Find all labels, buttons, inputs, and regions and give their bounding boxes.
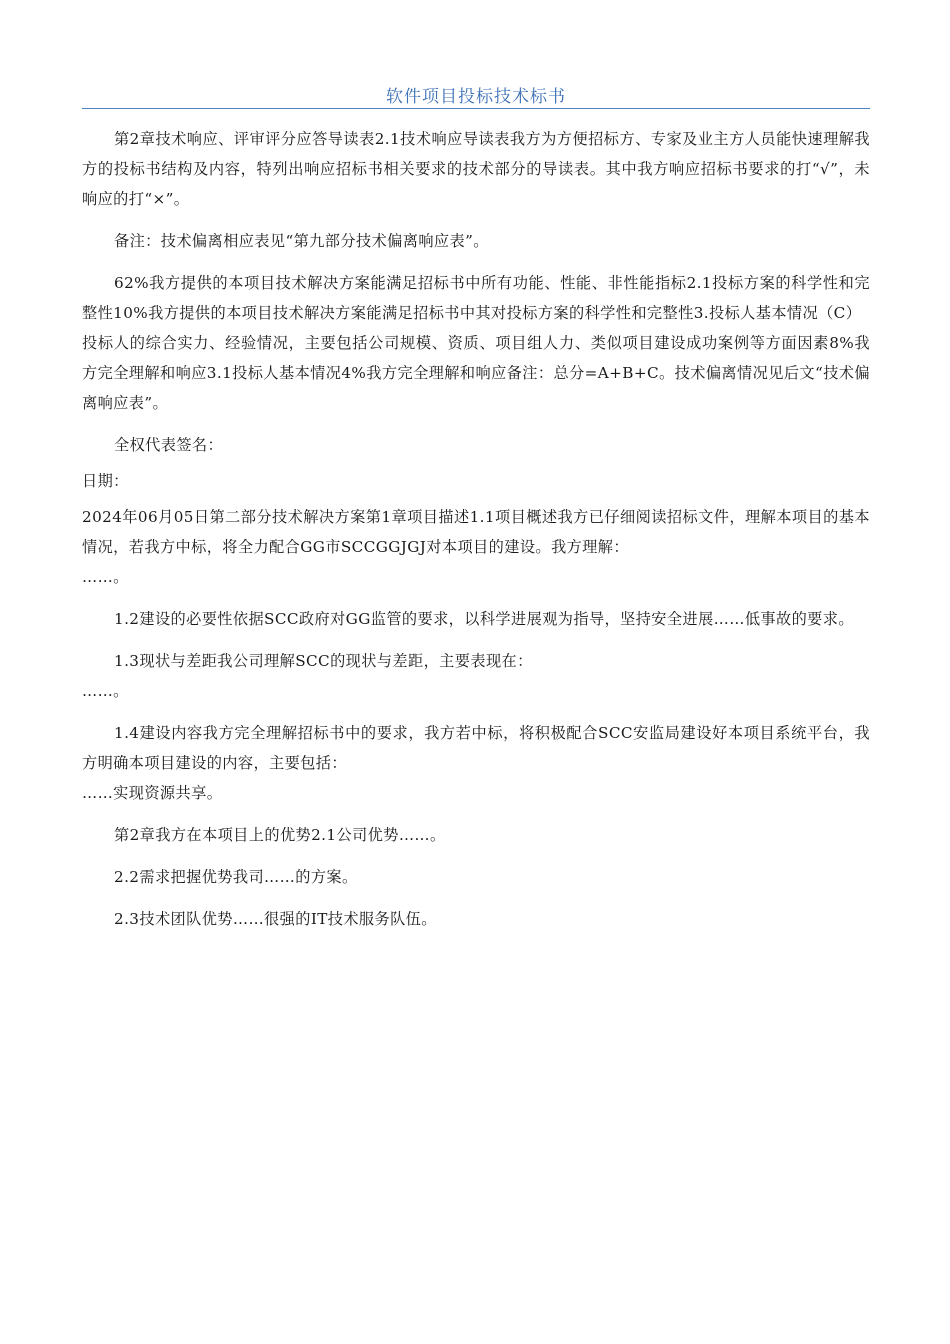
paragraph-resource-sharing: ……实现资源共享。 — [82, 784, 223, 802]
paragraph-tech-response-guide: 第2章技术响应、评审评分应答导读表2.1技术响应导读表我方为方便招标方、专家及业主方人员能快速理解我方的投标书结构及内容，特列出响应招标书相关要求的技术部分的导读表。其中我方响应招标书要求的打“√”，未响应的打“×”。 — [82, 130, 870, 208]
paragraph-status-gap: 1.3现状与差距我公司理解SCC的现状与差距，主要表现在： — [114, 652, 533, 670]
paragraph-requirement-advantage: 2.2需求把握优势我司……的方案。 — [114, 868, 358, 886]
paragraph-company-advantage: 第2章我方在本项目上的优势2.1公司优势……。 — [114, 826, 446, 844]
paragraph-remark: 备注：技术偏离相应表见“第九部分技术偏离响应表”。 — [114, 232, 489, 250]
paragraph-scoring-1: 62%我方提供的本项目技术解决方案能满足招标书中所有功能、性能、非性能指标2.1投标方案的科学性和完整性10%我方提供的本项目技术解决方案能满足招标书中其对投标方案的科学性和完整性3.投标人基本情况（C） — [82, 274, 870, 322]
header-divider — [82, 108, 870, 109]
paragraph-project-overview: 2024年06月05日第二部分技术解决方案第1章项目描述1.1项目概述我方已仔细阅读招标文件，理解本项目的基本情况，若我方中标，将全力配合GG市SCCGGJGJ对本项目的建设。我方理解： — [82, 508, 870, 556]
paragraph-construction-content: 1.4建设内容我方完全理解招标书中的要求，我方若中标，将积极配合SCC安监局建设好本项目系统平台，我方明确本项目建设的内容，主要包括： — [82, 724, 870, 772]
ellipsis-line: ……。 — [82, 568, 129, 586]
ellipsis-line: ……。 — [82, 682, 129, 700]
signature-label: 全权代表签名： — [114, 436, 224, 454]
paragraph-team-advantage: 2.3技术团队优势……很强的IT技术服务队伍。 — [114, 910, 437, 928]
document-body — [82, 124, 870, 934]
paragraph-scoring-2: 投标人的综合实力、经验情况，主要包括公司规模、资质、项目组人力、类似项目建设成功案例等方面因素8%我方完全理解和响应3.1投标人基本情况4%我方完全理解和响应备注：总分=A+B+C。技术偏离情况见后文“技术偏离响应表”。 — [82, 334, 870, 412]
paragraph-necessity: 1.2建设的必要性依据SCC政府对GG监管的要求，以科学进展观为指导，坚持安全进展……低事故的要求。 — [114, 610, 854, 628]
page-header-title: 软件项目投标技术标书 — [386, 87, 566, 107]
date-label: 日期： — [82, 472, 129, 490]
